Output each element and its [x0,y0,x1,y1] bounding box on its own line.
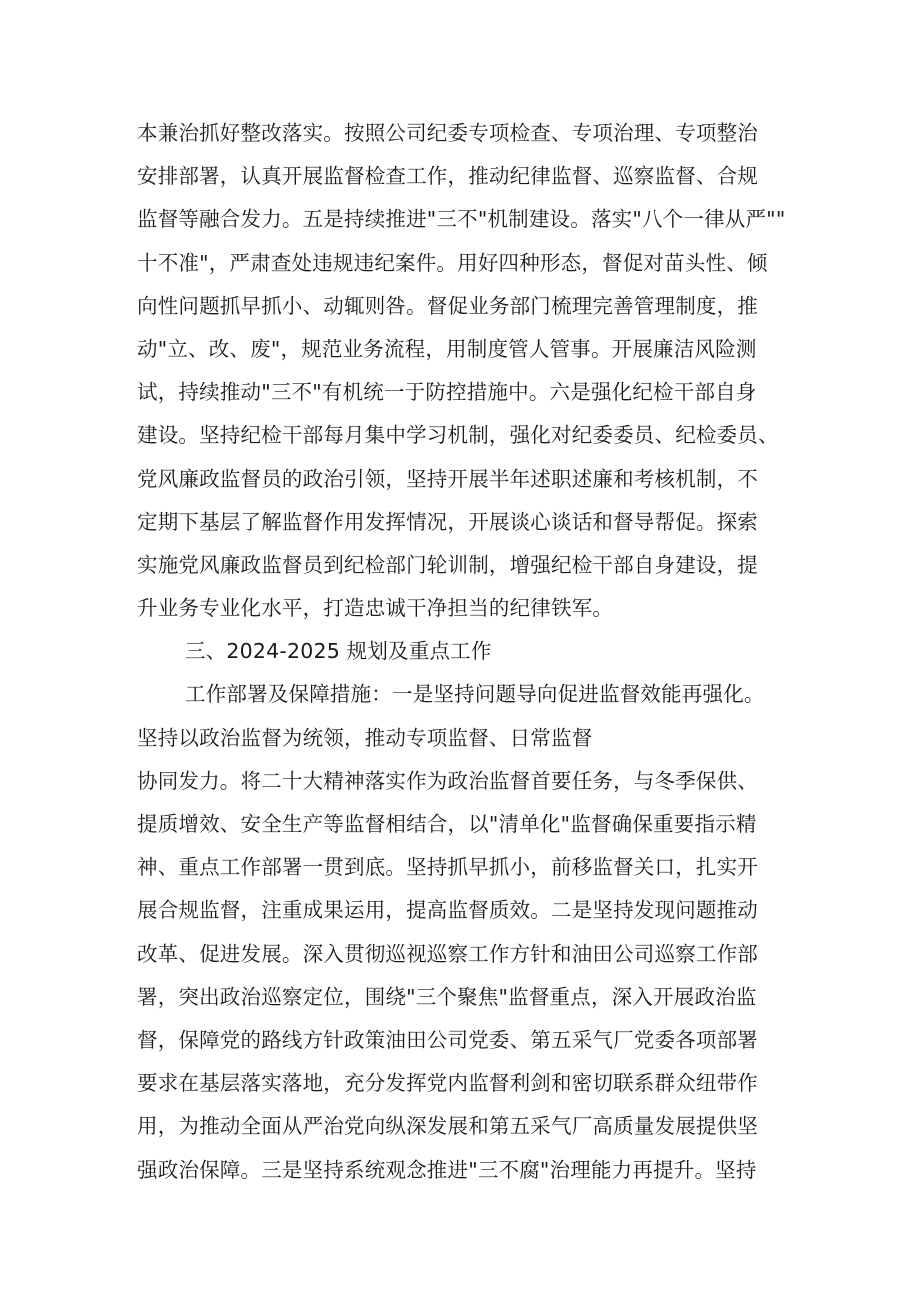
text-line: 强政治保障。三是坚持系统观念推进"三不腐"治理能力再提升。坚持 [137,1157,757,1182]
text-line: 十不准"，严肃查处违规违纪案件。用好四种形态，督促对苗头性、倾 [137,250,768,275]
text-line: 党风廉政监督员的政治引领，坚持开展半年述职述廉和考核机制，不 [137,466,758,491]
text-line: 改革、促进发展。深入贯彻巡视巡察工作方针和油田公司巡察工作部 [137,941,758,966]
text-line: 升业务专业化水平，打造忠诚干净担当的纪律铁军。 [137,596,614,621]
text-line: 建设。坚持纪检干部每月集中学习机制，强化对纪委委员、纪检委员、 [137,423,779,448]
text-line: 要求在基层落实落地，充分发挥党内监督利剑和密切联系群众纽带作 [137,1071,758,1096]
body-text [137,112,797,1192]
text-line: 督，保障党的路线方针政策油田公司党委、第五采气厂党委各项部署 [137,1027,758,1052]
section-heading: 三、2024-2025 规划及重点工作 [185,639,492,664]
text-line: 安排部署，认真开展监督检查工作，推动纪律监督、巡察监督、合规 [137,164,758,189]
text-line: 坚持以政治监督为统领，推动专项监督、日常监督 [137,725,593,750]
text-line: 定期下基层了解监督作用发挥情况，开展谈心谈话和督导帮促。探索 [137,509,758,534]
text-line: 提质增效、安全生产等监督相结合，以"清单化"监督确保重要指示精 [137,812,757,836]
text-line: 试，持续推动"三不"有机统一于防控措施中。六是强化纪检干部自身 [137,380,757,405]
text-line: 向性问题抓早抓小、动辄则咎。督促业务部门梳理完善管理制度，推 [137,293,758,318]
text-line: 神、重点工作部署一贯到底。坚持抓早抓小，前移监督关口，扎实开 [137,855,758,880]
text-line: 协同发力。将二十大精神落实作为政治监督首要任务，与冬季保供、 [137,768,758,793]
paragraph-first-line: 工作部署及保障措施：一是坚持问题导向促进监督效能再强化。 [185,682,765,707]
text-line: 署，突出政治巡察定位，围绕"三个聚焦"监督重点，深入开展政治监 [137,984,757,1009]
text-line: 监督等融合发力。五是持续推进"三不"机制建设。落实"八个一律从严"" [137,207,786,232]
text-line: 展合规监督，注重成果运用，提高监督质效。二是坚持发现问题推动 [137,898,758,923]
text-line: 实施党风廉政监督员到纪检部门轮训制，增强纪检干部自身建设，提 [137,552,758,577]
text-line: 本兼治抓好整改落实。按照公司纪委专项检查、专项治理、专项整治 [137,121,758,145]
text-line: 用，为推动全面从严治党向纵深发展和第五采气厂高质量发展提供坚 [137,1114,758,1139]
text-line: 动"立、改、废"，规范业务流程，用制度管人管事。开展廉洁风险测 [137,336,757,361]
